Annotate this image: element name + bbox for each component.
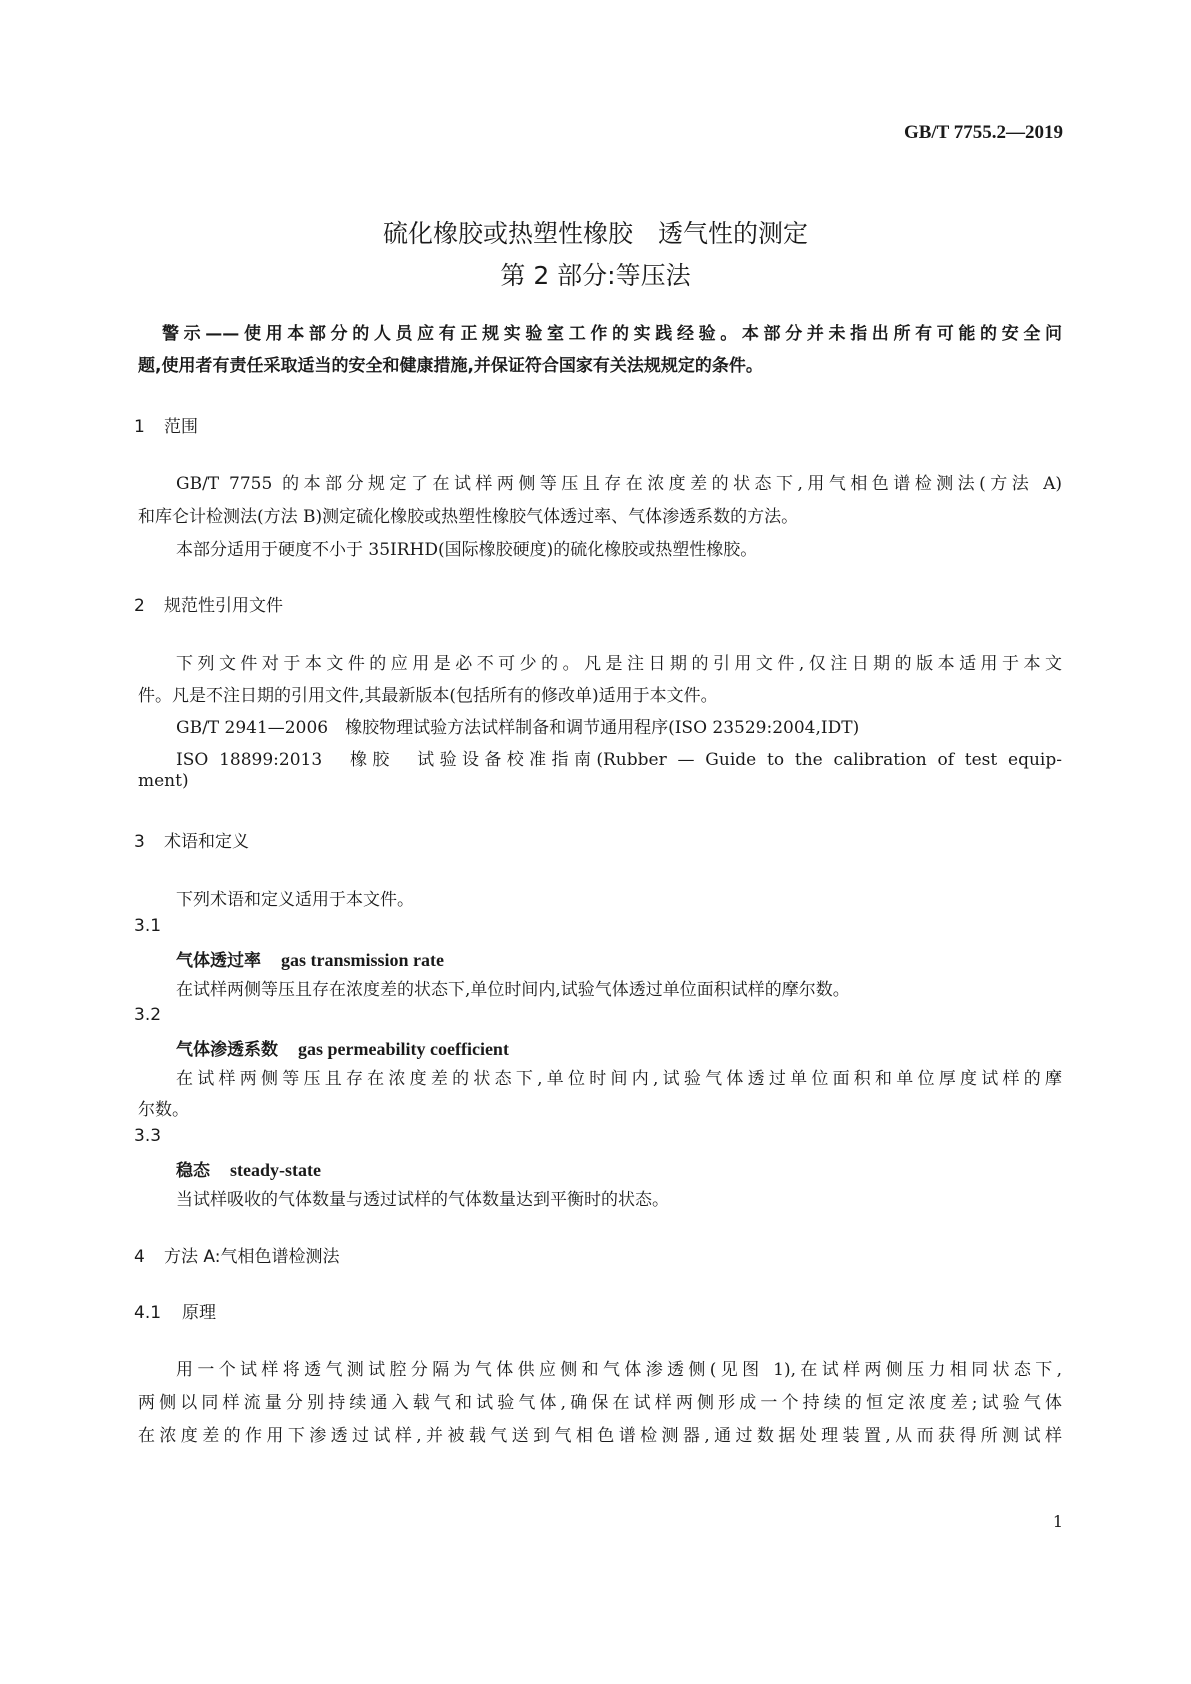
term-chinese: 稳态 xyxy=(176,1161,210,1181)
section-number: 1 xyxy=(134,417,145,437)
warning-line: 警示——使用本部分的人员应有正规实验室工作的实践经验。本部分并未指出所有可能的安全问 xyxy=(162,324,1062,344)
section-heading-2 xyxy=(134,591,283,616)
reference-item: ISO 18899:2013 橡胶 试验设备校准指南(Rubber — Guide to the calibration of test equip- xyxy=(176,750,1062,770)
term-entry xyxy=(176,1035,509,1060)
section-heading-3 xyxy=(134,827,249,852)
term-definition: 尔数。 xyxy=(138,1100,189,1120)
term-definition: 在试样两侧等压且存在浓度差的状态下,单位时间内,试验气体透过单位面积试样的摩尔数。 xyxy=(176,980,850,1000)
term-chinese: 气体透过率 xyxy=(176,951,261,971)
term-entry xyxy=(176,946,444,971)
subsection-title: 原理 xyxy=(182,1303,216,1323)
section-title: 规范性引用文件 xyxy=(164,596,283,616)
principle-text: 两侧以同样流量分别持续通入载气和试验气体,确保在试样两侧形成一个持续的恒定浓度差;试验气体 xyxy=(138,1393,1062,1413)
section-number: 3 xyxy=(134,832,145,852)
subsection-number: 4.1 xyxy=(134,1303,162,1323)
standard-number: GB/T 7755.2—2019 xyxy=(903,122,1063,143)
document-subtitle: 第 2 部分:等压法 xyxy=(500,261,691,290)
document-title: 硫化橡胶或热塑性橡胶 透气性的测定 xyxy=(382,219,808,248)
section-heading-1 xyxy=(134,412,198,437)
section-title: 术语和定义 xyxy=(164,832,249,852)
scope-text: 和库仑计检测法(方法 B)测定硫化橡胶或热塑性橡胶气体透过率、气体渗透系数的方法。 xyxy=(138,507,799,527)
terms-intro: 下列术语和定义适用于本文件。 xyxy=(176,890,414,910)
section-title: 方法 A:气相色谱检测法 xyxy=(164,1247,340,1267)
normative-text: 件。凡是不注日期的引用文件,其最新版本(包括所有的修改单)适用于本文件。 xyxy=(138,686,718,706)
section-heading-4 xyxy=(134,1242,339,1267)
term-english: steady-state xyxy=(230,1160,321,1180)
normative-text: 下列文件对于本文件的应用是必不可少的。凡是注日期的引用文件,仅注日期的版本适用于本文 xyxy=(176,654,1062,674)
term-entry xyxy=(176,1156,321,1181)
term-number: 3.1 xyxy=(134,916,162,936)
term-definition: 在试样两侧等压且存在浓度差的状态下,单位时间内,试验气体透过单位面积和单位厚度试样的摩 xyxy=(176,1069,1062,1089)
principle-text: 在浓度差的作用下渗透过试样,并被载气送到气相色谱检测器,通过数据处理装置,从而获得所测试样 xyxy=(138,1426,1062,1446)
subsection-heading-4-1 xyxy=(134,1298,216,1323)
term-number: 3.3 xyxy=(134,1126,162,1146)
reference-item: ment) xyxy=(138,771,189,791)
page-number: 1 xyxy=(1052,1512,1063,1531)
reference-item: GB/T 2941—2006 橡胶物理试验方法试样制备和调节通用程序(ISO 23529:2004,IDT) xyxy=(176,718,860,738)
term-definition: 当试样吸收的气体数量与透过试样的气体数量达到平衡时的状态。 xyxy=(176,1190,669,1210)
scope-text: GB/T 7755 的本部分规定了在试样两侧等压且存在浓度差的状态下,用气相色谱检测法(方法 A) xyxy=(176,474,1062,494)
term-chinese: 气体渗透系数 xyxy=(176,1040,278,1060)
section-number: 2 xyxy=(134,596,145,616)
term-english: gas permeability coefficient xyxy=(298,1039,509,1059)
principle-text: 用一个试样将透气测试腔分隔为气体供应侧和气体渗透侧(见图 1),在试样两侧压力相同状态下, xyxy=(176,1360,1062,1380)
section-number: 4 xyxy=(134,1247,145,1267)
warning-block xyxy=(138,318,1062,382)
scope-text: 本部分适用于硬度不小于 35IRHD(国际橡胶硬度)的硫化橡胶或热塑性橡胶。 xyxy=(176,540,758,560)
section-title: 范围 xyxy=(164,417,198,437)
term-english: gas transmission rate xyxy=(281,950,444,970)
term-number: 3.2 xyxy=(134,1005,162,1025)
warning-line: 题,使用者有责任采取适当的安全和健康措施,并保证符合国家有关法规规定的条件。 xyxy=(138,356,763,376)
